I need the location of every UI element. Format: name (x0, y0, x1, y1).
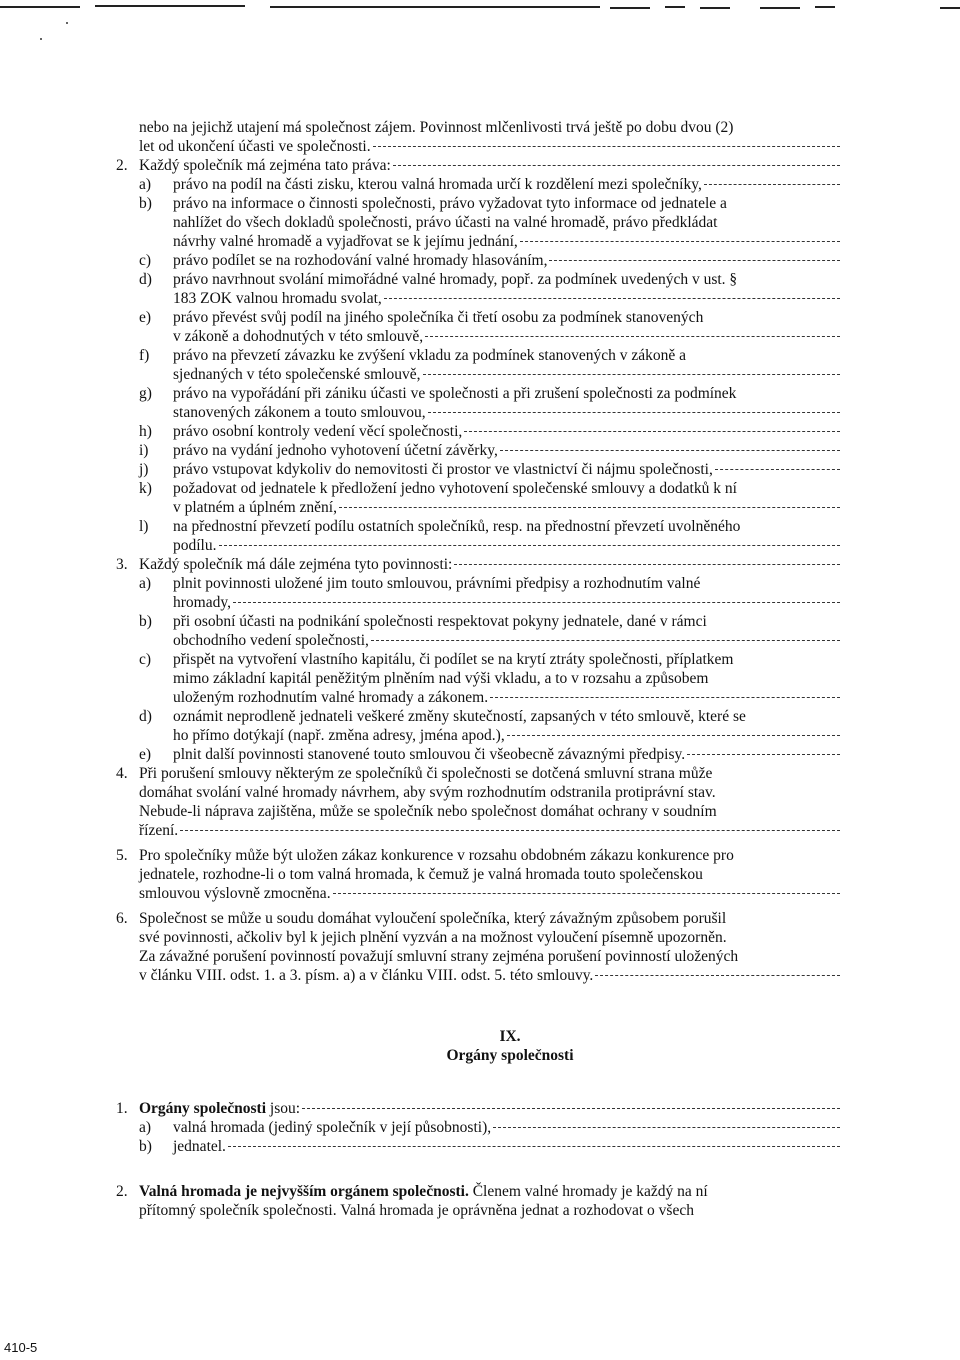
text-line: Za závažné porušení povinností považují smluvní strany zejména porušení povinností uložených (139, 948, 739, 965)
text-line: mimo základní kapitál peněžitým plněním nad výši vkladu, a to v rozsahu a způsobem (173, 670, 709, 687)
chapter-title: Orgány společnosti (446, 1047, 574, 1064)
item-letter: k) (139, 480, 152, 497)
text-line: své povinnosti, ačkoliv byl k jejich plnění vyzván a na možnost vyloučení písemně upozorněn. (139, 929, 727, 946)
clause-3-list (0, 574, 960, 764)
list-item (0, 422, 960, 441)
clause-6 (0, 909, 960, 985)
clause-4 (0, 764, 960, 840)
text-line: hromady, (173, 593, 840, 612)
clause-2 (0, 156, 960, 175)
list-item (0, 384, 960, 422)
text-line: stanovených zákonem a touto smlouvou, (173, 403, 840, 422)
text-line: nahlížet do všech dokladů společnosti, právo účasti na valné hromadě, právo předkládat (173, 214, 718, 231)
text-line: smlouvou výslovně zmocněna. (139, 884, 840, 903)
scan-speck (40, 38, 42, 40)
item-letter: b) (139, 613, 152, 630)
clause-lead: Každý společník má zejména tato práva: (139, 156, 840, 175)
scan-edge-artifact (0, 6, 960, 10)
chapter-numeral: IX. (499, 1028, 521, 1045)
list-item (0, 460, 960, 479)
text-line: Nebude-li náprava zajištěna, může se společník nebo společnost domáhat ochrany v soudním (139, 803, 717, 820)
text-line: právo na vydání jednoho vyhotovení účetní závěrky, (173, 441, 840, 460)
text-line: v platném a úplném znění, (173, 498, 840, 517)
clause-number: 5. (116, 847, 128, 864)
item-letter: b) (139, 1138, 152, 1155)
item-letter: a) (139, 176, 152, 193)
text-line: právo na informace o činnosti společnosti, právo vyžadovat tyto informace od jednatele a (173, 195, 727, 212)
paragraph (0, 118, 960, 156)
list-item (0, 650, 960, 707)
organs-clause-1 (0, 1099, 960, 1118)
text-line: v zákoně a dohodnutých v této smlouvě, (173, 327, 840, 346)
text-line: Při porušení smlouvy některým ze společníků či společnosti se dotčená smluvní strana může (139, 765, 713, 782)
text-line: let od ukončení účasti ve společnosti. (139, 137, 840, 156)
page-number: 410-5 (4, 1340, 38, 1355)
text-line: Pro společníky může být uložen zákaz konkurence v rozsahu obdobném zákazu konkurence pro (139, 847, 734, 864)
item-letter: d) (139, 271, 152, 288)
list-item (0, 308, 960, 346)
item-letter: j) (139, 461, 149, 478)
text-line: právo vstupovat kdykoliv do nemovitosti či prostor ve vlastnictví či nájmu společnosti, (173, 460, 840, 479)
list-item (0, 194, 960, 251)
item-letter: c) (139, 651, 152, 668)
list-item (0, 479, 960, 517)
clause-5 (0, 846, 960, 903)
list-item (0, 612, 960, 650)
text-line: plnit povinnosti uložené jim touto smlouvou, právními předpisy a rozhodnutím valné (173, 575, 701, 592)
text-line: právo navrhnout svolání mimořádné valné hromady, popř. za podmínek uvedených v ust. § (173, 271, 738, 288)
text-line: na přednostní převzetí podílu ostatních společníků, resp. na přednostní převzetí uvolněného (173, 518, 741, 535)
text-line: domáhat svolání valné hromady návrhem, aby svým rozhodnutím odstranila protiprávní stav. (139, 784, 716, 801)
text-line: právo podílet se na rozhodování valné hromady hlasováním, (173, 251, 840, 270)
text-line: uloženým rozhodnutím valné hromady a zákonem. (173, 688, 840, 707)
list-item (0, 346, 960, 384)
list-item (0, 745, 960, 764)
document-body (0, 118, 960, 1220)
item-letter: l) (139, 518, 149, 535)
text-line: v článku VIII. odst. 1. a 3. písm. a) a v článku VIII. odst. 5. této smlouvy. (139, 966, 840, 985)
text-line: právo osobní kontroly vedení věcí společnosti, (173, 422, 840, 441)
organs-clause-2 (0, 1182, 960, 1220)
text-line: při osobní účasti na podnikání společnosti respektovat pokyny jednatele, dané v rámci (173, 613, 707, 630)
text-line: valná hromada (jediný společník v její působnosti), (173, 1118, 840, 1137)
item-letter: d) (139, 708, 152, 725)
text-line: právo na podíl na části zisku, kterou valná hromada určí k rozdělení mezi společníky, (173, 175, 840, 194)
text-line: jednatel. (173, 1137, 840, 1156)
text-line: sjednaných v této společenské smlouvě, (173, 365, 840, 384)
text-line: požadovat od jednatele k předložení jedno vyhotovení společenské smlouvy a dodatků k ní (173, 480, 737, 497)
text-line: oznámit neprodleně jednateli veškeré změny skutečností, zapsaných v této smlouvě, které se (173, 708, 746, 725)
clause-number: 1. (116, 1100, 128, 1117)
text-line: jednatele, rozhodne-li o tom valná hromada, k čemuž je valná hromada touto společenskou (139, 866, 703, 883)
text-line: Valná hromada je nejvyšším orgánem společnosti. Členem valné hromady je každý na ní (139, 1183, 708, 1200)
clause-number: 6. (116, 910, 128, 927)
list-item (0, 1137, 960, 1156)
item-letter: i) (139, 442, 149, 459)
text-line: přítomný společník společnosti. Valná hromada je oprávněna jednat a rozhodovat o všech (139, 1202, 694, 1219)
clause-number: 3. (116, 556, 128, 573)
organs-list (0, 1118, 960, 1156)
clause-lead: Každý společník má dále zejména tyto povinnosti: (139, 555, 840, 574)
list-item (0, 175, 960, 194)
clause-2-list (0, 175, 960, 555)
clause-number: 4. (116, 765, 128, 782)
item-letter: h) (139, 423, 152, 440)
clause-number: 2. (116, 1183, 128, 1200)
text-line: právo převést svůj podíl na jiného společníka či třetí osobu za podmínek stanovených (173, 309, 704, 326)
text-line: návrhy valné hromadě a vyjadřovat se k jejímu jednání, (173, 232, 840, 251)
scan-speck (66, 22, 68, 24)
item-letter: b) (139, 195, 152, 212)
text-line: Společnost se může u soudu domáhat vyloučení společníka, který závažným způsobem porušil (139, 910, 727, 927)
item-letter: a) (139, 1119, 152, 1136)
text-line: plnit další povinnosti stanovené touto smlouvou či všeobecně závaznými předpisy. (173, 745, 840, 764)
text-line: právo na vypořádání při zániku účasti ve společnosti a při zrušení společnosti za podmínek (173, 385, 737, 402)
clause-lead: Orgány společnosti jsou: (139, 1099, 840, 1118)
text-line: právo na převzetí závazku ke zvýšení vkladu za podmínek stanovených v zákoně a (173, 347, 687, 364)
text-line: přispět na vytvoření vlastního kapitálu, či podílet se na krytí ztráty společnosti, příplatkem (173, 651, 734, 668)
list-item (0, 574, 960, 612)
item-letter: a) (139, 575, 152, 592)
item-letter: f) (139, 347, 150, 364)
text-line: ho přímo dotýkají (např. změna adresy, jména apod.), (173, 726, 840, 745)
text-line: obchodního vedení společnosti, (173, 631, 840, 650)
list-item (0, 517, 960, 555)
text-line: řízení. (139, 821, 840, 840)
item-letter: e) (139, 309, 152, 326)
list-item (0, 270, 960, 308)
item-letter: g) (139, 385, 152, 402)
list-item (0, 441, 960, 460)
text-line: 183 ZOK valnou hromadu svolat, (173, 289, 840, 308)
list-item (0, 251, 960, 270)
clause-number: 2. (116, 157, 128, 174)
item-letter: e) (139, 746, 152, 763)
text-line: nebo na jejichž utajení má společnost zájem. Povinnost mlčenlivosti trvá ještě po dobu dvou (2) (139, 119, 734, 136)
text-line: podílu. (173, 536, 840, 555)
list-item (0, 1118, 960, 1137)
clause-3 (0, 555, 960, 574)
list-item (0, 707, 960, 745)
item-letter: c) (139, 252, 152, 269)
